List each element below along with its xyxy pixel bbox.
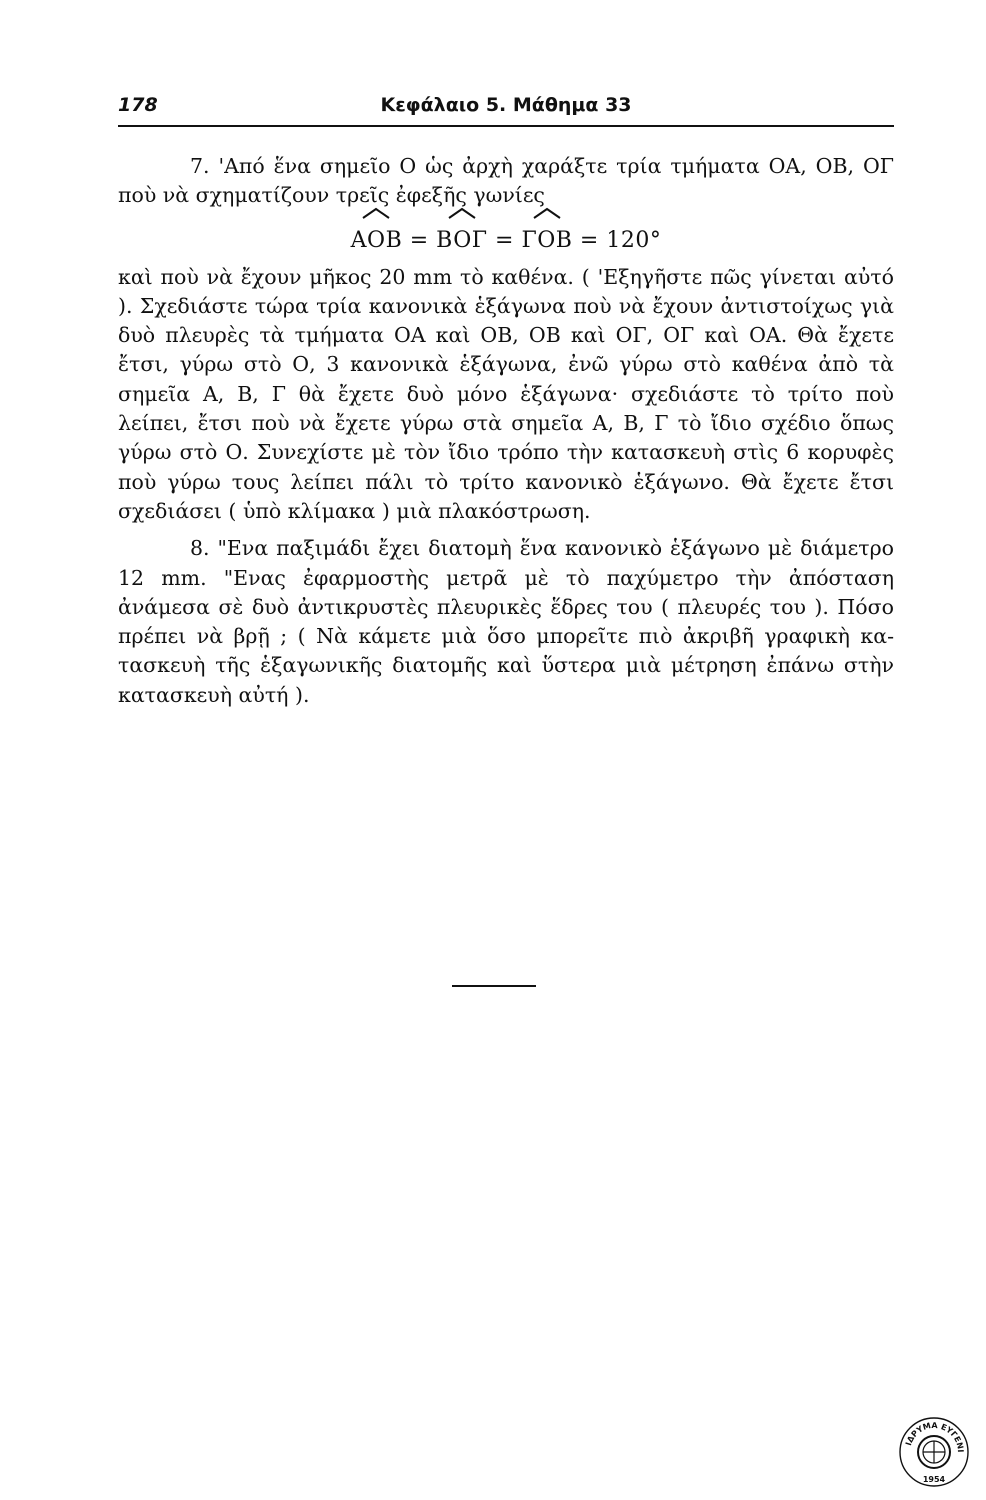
closing-rule bbox=[452, 985, 536, 987]
angle-aob bbox=[351, 221, 403, 261]
angle-gob-label: ΓOB bbox=[521, 227, 573, 253]
angle-hat-icon bbox=[361, 207, 391, 219]
exercise-8-body: 8. "Ενα παξιμάδι ἔχει διατομὴ ἕνα κανονικὸ ἑξάγωνο μὲ διάμετρο 12 mm. "Ενας ἐφαρμοστὴς μετρᾶ μὲ τὸ παχύμετρο τὴν ἀπόσταση ἀνάμεσα σὲ δυὸ ἀντικρυστὲς πλευρικὲς ἕδρες του ( πλευρές του ). Πόσο πρέπει νὰ βρῇ ; ( Νὰ κάμετε μιὰ ὅσο μπορεῖτε πιὸ ἀκριβῆ γραφικὴ κατασκευὴ τῆς ἑξαγωνικῆς διατομῆς καὶ ὕστερα μιὰ μέτρηση ἐπάνω στὴν κατασκευὴ αὐτή ). bbox=[118, 536, 894, 707]
angle-gob bbox=[521, 221, 572, 261]
svg-text:1954: 1954 bbox=[922, 1475, 946, 1484]
angle-hat-icon bbox=[532, 207, 562, 219]
angle-aob-label: AOB bbox=[350, 227, 403, 253]
equals-sign: = bbox=[572, 227, 607, 253]
svg-text:ΙΔΡΥΜΑ ΕΥΓΕΝΙΔΟΥ: ΙΔΡΥΜΑ ΕΥΓΕΝΙ bbox=[904, 1420, 966, 1453]
equals-sign: = bbox=[402, 227, 437, 253]
angle-bog bbox=[436, 221, 487, 261]
foundation-seal-icon bbox=[898, 1416, 970, 1488]
exercise-7-intro: 7. 'Από ἕνα σημεῖο Ο ὡς ἀρχὴ χαράξτε τρία τμήματα ΟΑ, ΟΒ, ΟΓ ποὺ νὰ σχηματίζουν τρεῖς ἐφεξῆς γωνίες bbox=[118, 154, 894, 208]
angle-formula bbox=[118, 221, 894, 261]
header-rule bbox=[118, 125, 894, 127]
angle-bog-label: BOΓ bbox=[436, 227, 488, 253]
page-header bbox=[118, 94, 894, 122]
page-body bbox=[118, 152, 894, 710]
running-head: Κεφάλαιο 5. Μάθημα 33 bbox=[380, 94, 632, 116]
page-number: 178 bbox=[118, 94, 158, 116]
equals-sign: = bbox=[487, 227, 522, 253]
angle-hat-icon bbox=[447, 207, 477, 219]
angle-value: 120° bbox=[606, 227, 662, 253]
exercise-7-body: καὶ ποὺ νὰ ἔχουν μῆκος 20 mm τὸ καθένα. ( 'Εξηγῆστε πῶς γίνεται αὐτό ). Σχεδιάστε τώρα τρία κανονικὰ ἑξάγωνα ποὺ νὰ ἔχουν ἀντιστοίχως γιὰ δυὸ πλευρὲς τὰ τμήματα ΟΑ καὶ ΟΒ, ΟΒ καὶ ΟΓ, ΟΓ καὶ ΟΑ. Θὰ ἔχετε ἔτσι, γύρω στὸ Ο, 3 κανονικὰ ἑξάγωνα, ἐνῶ γύρω στὸ καθένα ἀπὸ τὰ σημεῖα Α, Β, Γ θὰ ἔχετε δυὸ μόνο ἑξάγωνα· σχεδιάστε τὸ τρίτο ποὺ λείπει, ἔτσι ποὺ νὰ ἔχετε γύρω στὰ σημεῖα Α, Β, Γ τὸ ἴδιο σχέδιο ὅπως γύρω στὸ Ο. Συνεχίστε μὲ τὸν ἴδιο τρόπο τὴν κατασκευὴ στὶς 6 κορυφὲς ποὺ γύρω τους λείπει πάλι τὸ τρίτο κανονικὸ ἑξάγωνο. Θὰ ἔχετε ἔτσι σχεδιάσει ( ὑπὸ κλίμακα ) μιὰ πλακόστρωση. bbox=[118, 264, 894, 523]
